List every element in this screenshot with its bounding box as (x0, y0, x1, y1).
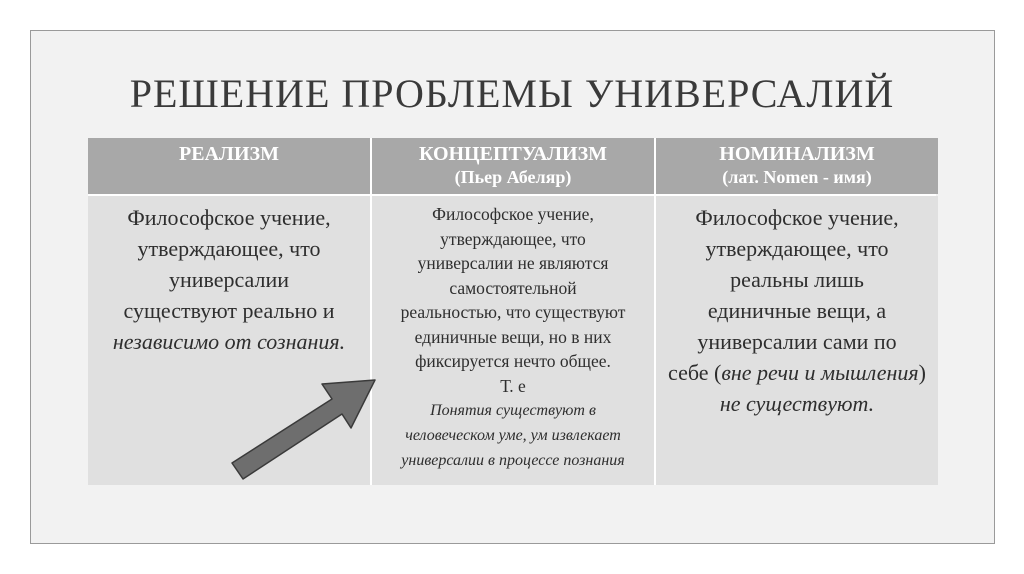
conceptualism-line: утверждающее, что (440, 228, 586, 249)
conceptualism-italic-line: универсалии в процессе познания (401, 452, 625, 469)
conceptualism-line: реальностью, что существуют (400, 302, 626, 322)
realism-italic-line: независимо от сознания. (112, 329, 346, 354)
conceptualism-italic-line: человеческом уме, ум извлекает (405, 427, 621, 444)
conceptualism-line: фиксируется нечто общее. (415, 351, 611, 371)
nominalism-line-6 (664, 357, 930, 388)
header-realism-label: РЕАЛИЗМ (179, 143, 279, 165)
conceptualism-line: Философское учение, (432, 204, 594, 224)
cell-conceptualism (372, 196, 654, 485)
diagonal-arrow-icon (225, 372, 385, 492)
nominalism-italic-last: не существуют. (719, 391, 875, 416)
conceptualism-line: единичные вещи, но в них (414, 326, 612, 347)
header-nominalism-sub: (лат. Nomen - имя) (722, 167, 872, 187)
slide-title: РЕШЕНИЕ ПРОБЛЕМЫ УНИВЕРСАЛИЙ (129, 71, 895, 116)
nominalism-line: универсалии сами по (697, 329, 897, 354)
realism-line: существуют реально и (123, 298, 335, 323)
realism-line: универсалии (168, 267, 290, 292)
realism-line: Философское учение, (127, 205, 331, 230)
nominalism-line: Философское учение, (695, 205, 899, 230)
realism-line: утверждающее, что (137, 236, 321, 261)
header-nominalism-label: НОМИНАЛИЗМ (719, 143, 875, 165)
nominalism-line: утверждающее, что (705, 236, 889, 261)
nominalism-line-6-suffix: ) (918, 360, 926, 385)
conceptualism-italic-line: Понятия существуют в (430, 402, 596, 419)
header-realism (88, 138, 370, 194)
nominalism-line-6-prefix: себе ( (668, 360, 722, 385)
header-nominalism (656, 138, 938, 194)
nominalism-line-6-italic: вне речи и мышления (721, 360, 919, 385)
conceptualism-line: Т. е (500, 375, 526, 396)
conceptualism-line: самостоятельной (449, 277, 577, 298)
nominalism-line: единичные вещи, а (707, 298, 887, 323)
comparison-table (88, 138, 936, 485)
nominalism-line: реальны лишь (730, 267, 864, 292)
arrow-shape (232, 380, 375, 479)
conceptualism-line: универсалии не являются (417, 253, 609, 273)
header-conceptualism-sub: (Пьер Абеляр) (454, 167, 572, 187)
cell-nominalism (656, 196, 938, 485)
header-conceptualism (372, 138, 654, 194)
header-conceptualism-label: КОНЦЕПТУАЛИЗМ (418, 143, 608, 165)
